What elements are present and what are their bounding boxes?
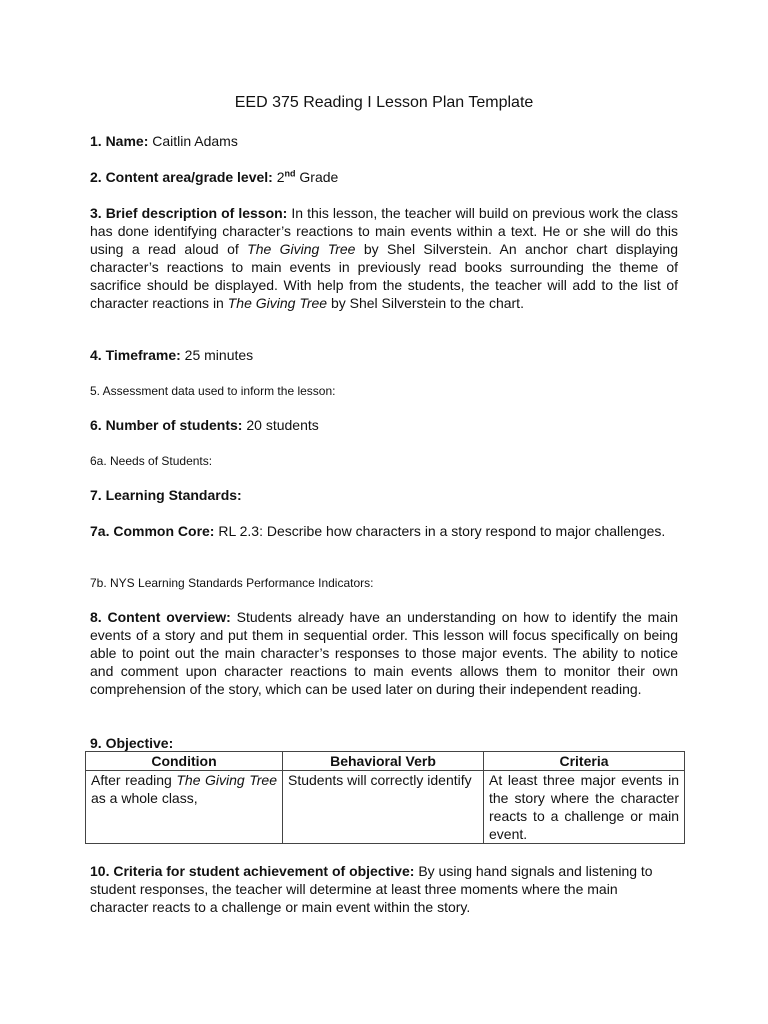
name-value: Caitlin Adams	[152, 133, 238, 149]
name-section	[90, 132, 678, 150]
grade-suffix: nd	[284, 168, 296, 179]
grade-word: Grade	[299, 169, 339, 185]
verb-cell: Students will correctly identify	[283, 771, 484, 844]
students-section	[90, 416, 678, 434]
description-label: 3. Brief description of lesson:	[90, 205, 288, 221]
overview-section	[90, 608, 678, 698]
timeframe-value: 25 minutes	[184, 347, 254, 363]
common-core-section	[90, 522, 678, 540]
condition-post: as a whole class,	[91, 790, 198, 806]
document-title: EED 375 Reading I Lesson Plan Template	[234, 94, 534, 111]
condition-pre: After reading	[91, 772, 172, 788]
grade-number: 2	[276, 169, 285, 185]
timeframe-section	[90, 346, 678, 364]
overview-label: 8. Content overview:	[90, 609, 231, 625]
book-title-1: The Giving Tree	[247, 241, 356, 257]
criteria-cell: At least three major events in the story where the character reacts to a challenge or main event.	[484, 771, 685, 844]
behavioral-verb-header: Behavioral Verb	[283, 752, 484, 771]
objective-heading	[90, 734, 678, 752]
criteria10-section	[90, 862, 678, 916]
book-title-2: The Giving Tree	[227, 295, 328, 311]
criteria-header: Criteria	[484, 752, 685, 771]
overview-value: Students already have an understanding on how to identify the main events of a story and put them in sequential order. This lesson will focus specifically on being able to point out the main character’s responses to those major events. The ability to notice and comment upon character reactions to main events allows them to monitor their own comprehension of the story, which can be used later on during their independent reading.	[90, 609, 679, 697]
grade-section	[90, 168, 678, 186]
condition-cell	[86, 771, 283, 844]
common-core-value: RL 2.3: Describe how characters in a story respond to major challenges.	[218, 523, 666, 539]
assessment-heading: 5. Assessment data used to inform the lesson:	[90, 384, 336, 398]
timeframe-label: 4. Timeframe:	[90, 347, 181, 363]
nys-heading: 7b. NYS Learning Standards Performance Indicators:	[90, 576, 374, 590]
name-label: 1. Name:	[90, 133, 149, 149]
common-core-label: 7a. Common Core:	[90, 523, 215, 539]
standards-label: 7. Learning Standards:	[90, 487, 242, 503]
criteria10-value: By using hand signals and listening to student responses, the teacher will determine at least three moments where the main character reacts to a challenge or main event within the story.	[90, 863, 653, 915]
description-text-2: by Shel Silverstein. An anchor chart displaying character’s reactions to main events in previously read books surrounding the theme of sacrifice should be displayed. With help from the students, the teacher will add to the list of character reactions in	[90, 241, 678, 311]
needs-heading: 6a. Needs of Students:	[90, 454, 213, 468]
description-text-1: In this lesson, the teacher will build on previous work the class has done identifying character’s reactions to main events within a text. He or she will do this using a read aloud of	[90, 205, 678, 257]
students-label: 6. Number of students:	[90, 417, 243, 433]
standards-heading	[90, 486, 678, 504]
students-value: 20 students	[246, 417, 319, 433]
objective-label: 9. Objective:	[90, 735, 174, 751]
description-section	[90, 204, 678, 312]
description-text-3: by Shel Silverstein to the chart.	[330, 295, 524, 311]
condition-book: The Giving Tree	[176, 772, 277, 788]
grade-label: 2. Content area/grade level:	[90, 169, 273, 185]
condition-header: Condition	[86, 752, 283, 771]
objective-table	[85, 751, 685, 844]
table-header-row	[86, 752, 685, 771]
table-row	[86, 771, 685, 844]
criteria10-label: 10. Criteria for student achievement of objective:	[90, 863, 415, 879]
